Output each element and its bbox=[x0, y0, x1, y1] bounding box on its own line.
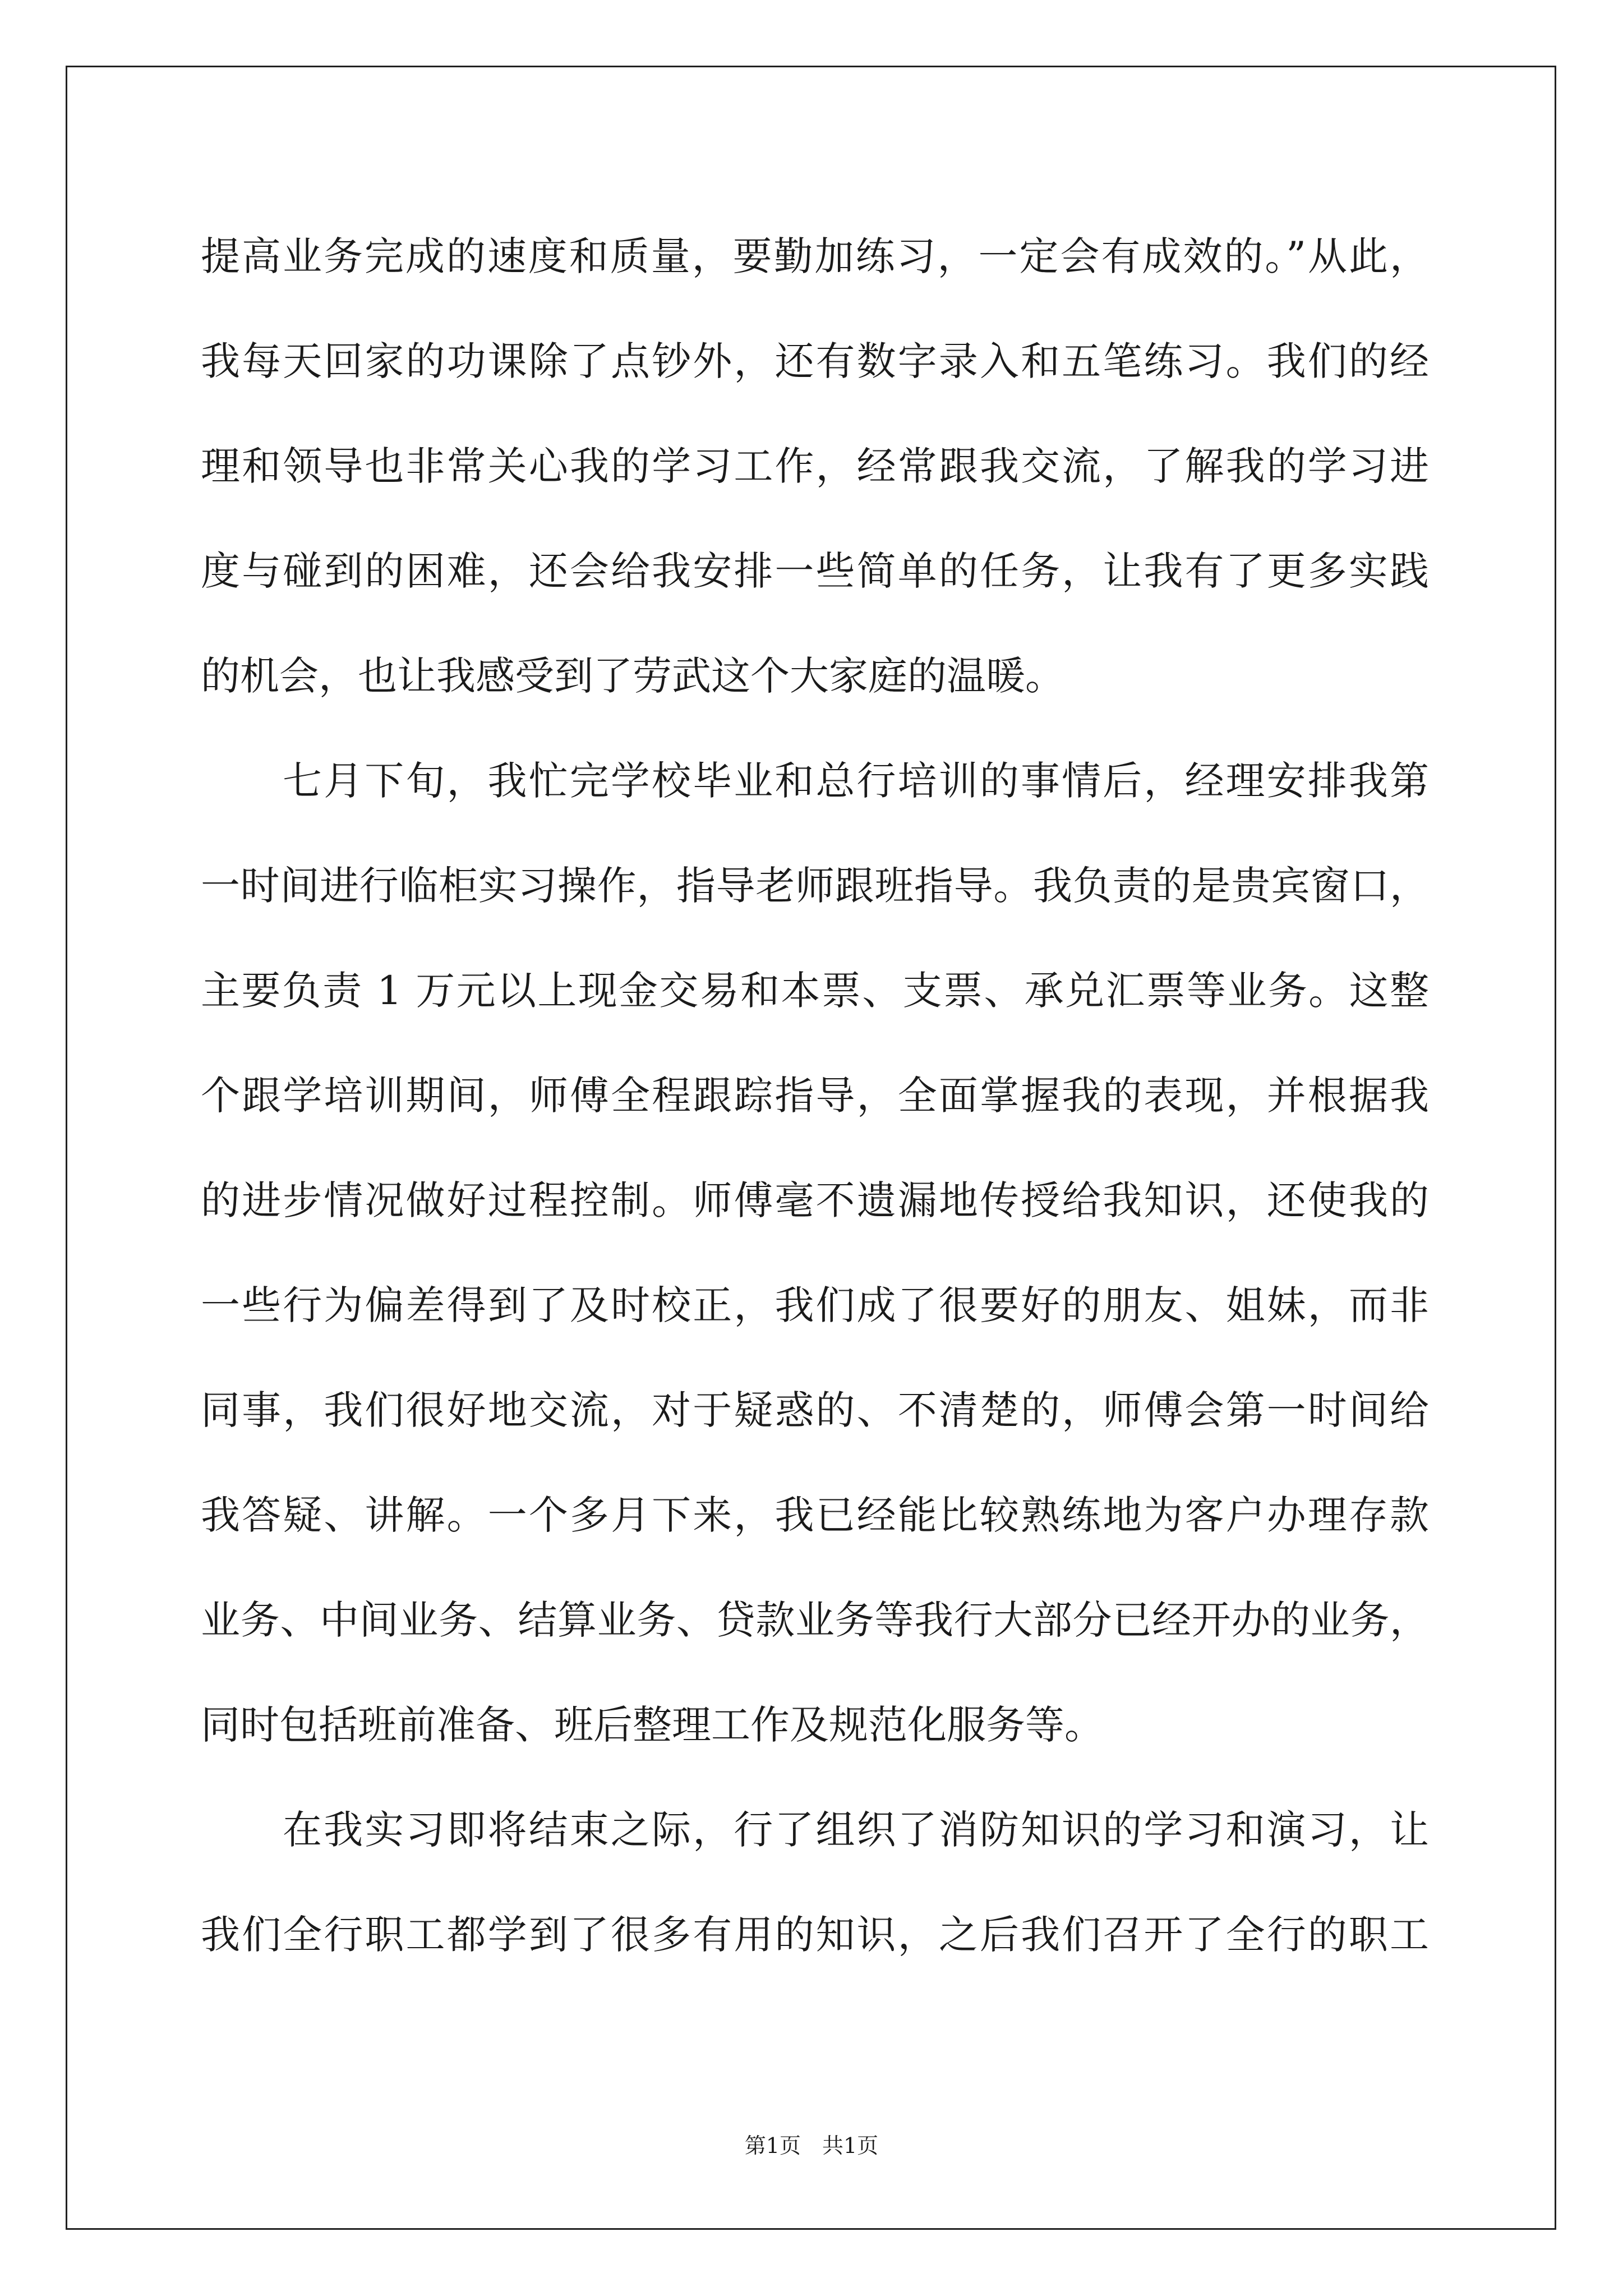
text-line: 提高业务完成的速度和质量，要勤加练习，一定会有成效的。”从此， bbox=[201, 233, 1429, 279]
text-line: 我们全行职工都学到了很多有用的知识，之后我们召开了全行的职工 bbox=[201, 1912, 1429, 1958]
text-line: 主要负责 1 万元以上现金交易和本票、支票、承兑汇票等业务。这整 bbox=[201, 968, 1429, 1014]
paragraph bbox=[201, 729, 1429, 1778]
page-number-footer: 第1页 共1页 bbox=[744, 2133, 879, 2158]
text-line: 业务、中间业务、结算业务、贷款业务等我行大部分已经开办的业务， bbox=[201, 1597, 1429, 1643]
text-line: 个跟学培训期间，师傅全程跟踪指导，全面掌握我的表现，并根据我 bbox=[201, 1073, 1429, 1119]
text-line: 度与碰到的困难，还会给我安排一些简单的任务，让我有了更多实践 bbox=[201, 548, 1429, 594]
text-line: 一时间进行临柜实习操作，指导老师跟班指导。我负责的是贵宾窗口， bbox=[201, 863, 1429, 909]
paragraph bbox=[201, 1778, 1429, 1987]
text-line: 七月下旬，我忙完学校毕业和总行培训的事情后，经理安排我第 bbox=[283, 758, 1429, 804]
text-line: 同事，我们很好地交流，对于疑惑的、不清楚的，师傅会第一时间给 bbox=[201, 1387, 1429, 1433]
text-line: 理和领导也非常关心我的学习工作，经常跟我交流，了解我的学习进 bbox=[201, 443, 1429, 489]
text-line: 在我实习即将结束之际，行了组织了消防知识的学习和演习，让 bbox=[283, 1807, 1429, 1853]
paragraph bbox=[201, 204, 1429, 729]
text-line: 我每天回家的功课除了点钞外，还有数字录入和五笔练习。我们的经 bbox=[201, 338, 1429, 384]
text-line: 一些行为偏差得到了及时校正，我们成了很要好的朋友、姐妹，而非 bbox=[201, 1282, 1429, 1328]
document-body bbox=[201, 204, 1429, 1987]
text-line: 的机会，也让我感受到了劳武这个大家庭的温暖。 bbox=[201, 653, 1064, 699]
text-line: 的进步情况做好过程控制。师傅毫不遗漏地传授给我知识，还使我的 bbox=[201, 1177, 1429, 1223]
text-line: 同时包括班前准备、班后整理工作及规范化服务等。 bbox=[201, 1702, 1104, 1748]
text-line: 我答疑、讲解。一个多月下来，我已经能比较熟练地为客户办理存款 bbox=[201, 1492, 1429, 1538]
